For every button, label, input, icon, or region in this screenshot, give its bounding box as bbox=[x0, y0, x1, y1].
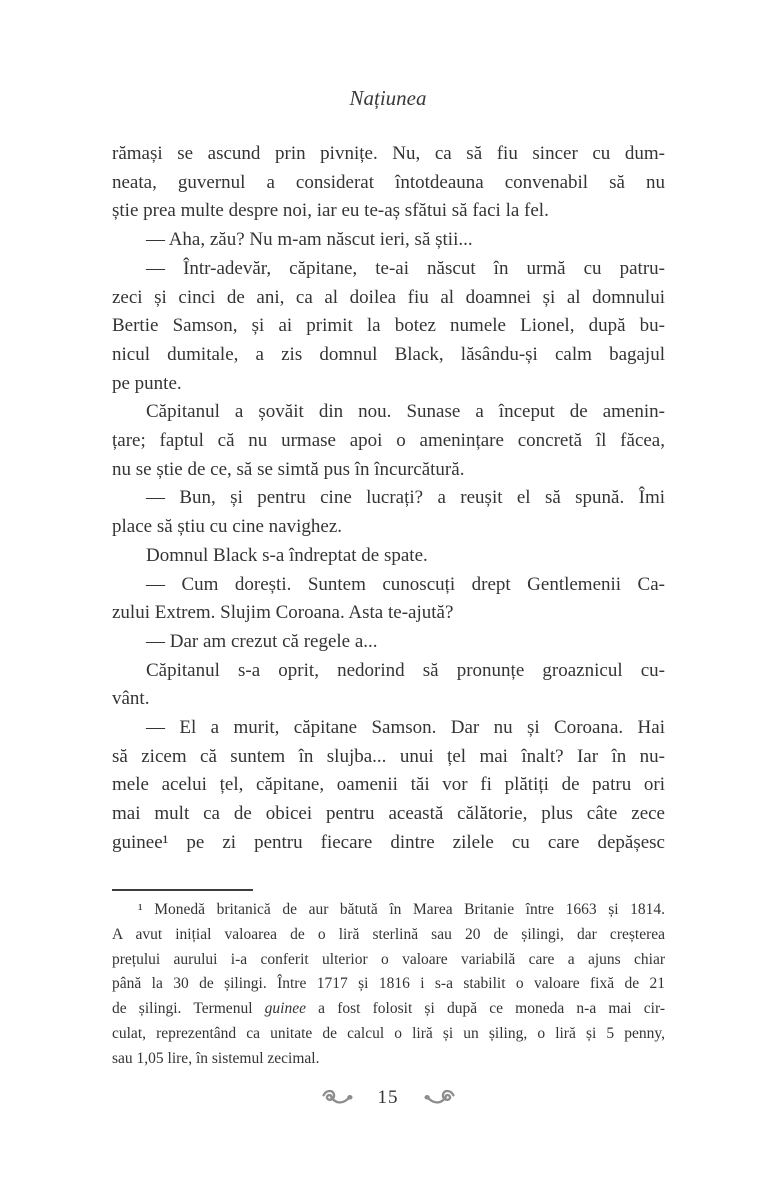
body-paragraph-line bbox=[112, 685, 665, 714]
text-segment: — Aha, zău? Nu m-am născut ieri, să știi... bbox=[146, 229, 473, 251]
text-segment: sau 1,05 lire, în sistemul zecimal. bbox=[112, 1049, 320, 1067]
text-segment: Căpitanul a șovăit din nou. Sunase a început de amenin- bbox=[146, 401, 665, 423]
text-segment: Bertie Samson, și ai primit la botez numele Lionel, după bu- bbox=[112, 315, 665, 337]
text-segment: — Dar am crezut că regele a... bbox=[146, 630, 378, 652]
text-segment: știe prea multe despre noi, iar eu te-aș sfătui să faci la fel. bbox=[112, 200, 549, 222]
body-paragraph-line bbox=[112, 398, 665, 427]
left-flourish-icon bbox=[320, 1088, 354, 1108]
body-paragraph-line bbox=[112, 427, 665, 456]
text-segment: prețului aurului i-a conferit ulterior o valoare variabilă care a ajuns chiar bbox=[112, 950, 665, 968]
body-paragraph-line bbox=[112, 542, 665, 571]
page-number: 15 bbox=[377, 1087, 399, 1108]
footnote-separator bbox=[112, 889, 253, 891]
footnote-paragraph-line bbox=[112, 1047, 665, 1072]
footnote-paragraph bbox=[112, 898, 665, 1072]
body-paragraph bbox=[112, 226, 665, 255]
body-paragraph bbox=[112, 628, 665, 657]
text-segment: Domnul Black s-a îndreptat de spate. bbox=[146, 544, 428, 566]
footnote bbox=[112, 898, 665, 1072]
text-segment: A avut inițial valoarea de o liră sterlină sau 20 de șilingi, dar creșterea bbox=[112, 925, 665, 943]
text-segment: Căpitanul s-a oprit, nedorind să pronunțe groaznicul cu- bbox=[146, 659, 665, 681]
body-paragraph-line bbox=[112, 800, 665, 829]
body-paragraph-line bbox=[112, 599, 665, 628]
text-segment: să zicem că suntem în slujba... unui țel mai înalt? Iar în nu- bbox=[112, 745, 665, 767]
text-segment: zului Extrem. Slujim Coroana. Asta te-ajută? bbox=[112, 602, 454, 624]
footnote-paragraph-line bbox=[112, 923, 665, 948]
body-paragraph-line bbox=[112, 513, 665, 542]
text-segment: mele acelui țel, căpitane, oamenii tăi vor fi plătiți de patru ori bbox=[112, 774, 665, 796]
footnote-paragraph-line bbox=[112, 997, 665, 1022]
text-segment: nicul dumitale, a zis domnul Black, lăsându-și calm bagajul bbox=[112, 343, 665, 365]
body-paragraph bbox=[112, 398, 665, 484]
body-paragraph-line bbox=[112, 829, 665, 858]
body-paragraph-line bbox=[112, 714, 665, 743]
text-segment: ¹ Monedă britanică de aur bătută în Marea Britanie între 1663 și 1814. bbox=[138, 901, 665, 918]
text-segment: pe punte. bbox=[112, 372, 182, 394]
body-paragraph-line bbox=[112, 284, 665, 313]
footnote-paragraph-line bbox=[112, 1022, 665, 1047]
body-paragraph bbox=[112, 657, 665, 714]
italic-term: guinee bbox=[264, 1000, 306, 1018]
text-segment: — Într-adevăr, căpitane, te-ai născut în urmă cu patru- bbox=[146, 257, 665, 279]
text-segment: de șilingi. Termenul bbox=[112, 1000, 265, 1018]
body-paragraph-line bbox=[112, 197, 665, 226]
body-paragraph-line bbox=[112, 226, 665, 255]
footnote-paragraph-line bbox=[112, 948, 665, 973]
text-segment: zeci și cinci de ani, ca al doilea fiu al doamnei și al domnului bbox=[112, 286, 665, 308]
body-paragraph-line bbox=[112, 255, 665, 284]
running-header: Națiunea bbox=[349, 86, 427, 110]
text-segment: — Bun, și pentru cine lucrați? a reușit el să spună. Îmi bbox=[146, 487, 665, 509]
body-paragraph-line bbox=[112, 657, 665, 686]
text-segment: place să știu cu cine navighez. bbox=[112, 516, 343, 538]
body-paragraph bbox=[112, 140, 665, 226]
text-segment: guinee¹ pe zi pentru fiecare dintre zilele cu care depășesc bbox=[112, 831, 665, 853]
body-paragraph-line bbox=[112, 571, 665, 600]
text-segment: rămași se ascund prin pivnițe. Nu, ca să fiu sincer cu dum- bbox=[112, 143, 665, 164]
footnote-paragraph-line bbox=[112, 898, 665, 923]
text-segment: vânt. bbox=[112, 688, 150, 710]
text-segment: a fost folosit și după ce moneda n-a mai cir- bbox=[306, 1000, 665, 1018]
text-segment: — Cum dorești. Suntem cunoscuți drept Gentlemenii Ca- bbox=[146, 573, 665, 595]
body-paragraph-line bbox=[112, 341, 665, 370]
body-paragraph-line bbox=[112, 312, 665, 341]
body-paragraph bbox=[112, 542, 665, 571]
body-paragraph-line bbox=[112, 628, 665, 657]
text-segment: culat, reprezentând ca unitate de calcul o liră și un șiling, o liră și 5 penny, bbox=[112, 1024, 665, 1042]
body-paragraph-line bbox=[112, 743, 665, 772]
footnote-paragraph-line bbox=[112, 972, 665, 997]
text-segment: neata, guvernul a considerat întotdeauna convenabil să nu bbox=[112, 171, 665, 193]
body-text bbox=[112, 140, 665, 858]
text-segment: nu se știe de ce, să se simtă pus în încurcătură. bbox=[112, 458, 465, 480]
body-paragraph-line bbox=[112, 140, 665, 169]
text-segment: țare; faptul că nu urmase apoi o amenințare concretă îl făcea, bbox=[112, 430, 665, 452]
text-segment: mai mult ca de obicei pentru această călătorie, plus câte zece bbox=[112, 803, 665, 825]
body-paragraph-line bbox=[112, 456, 665, 485]
body-paragraph-line bbox=[112, 484, 665, 513]
text-segment: până la 30 de șilingi. Între 1717 și 1816 i s-a stabilit o valoare fixă de 21 bbox=[112, 975, 665, 993]
text-segment: — El a murit, căpitane Samson. Dar nu și Coroana. Hai bbox=[146, 717, 665, 739]
right-flourish-icon bbox=[423, 1088, 457, 1108]
body-paragraph-line bbox=[112, 370, 665, 399]
body-paragraph bbox=[112, 714, 665, 858]
body-paragraph bbox=[112, 255, 665, 399]
page-footer bbox=[0, 1083, 776, 1113]
body-paragraph-line bbox=[112, 169, 665, 198]
body-paragraph bbox=[112, 484, 665, 541]
body-paragraph bbox=[112, 571, 665, 628]
body-paragraph-line bbox=[112, 771, 665, 800]
